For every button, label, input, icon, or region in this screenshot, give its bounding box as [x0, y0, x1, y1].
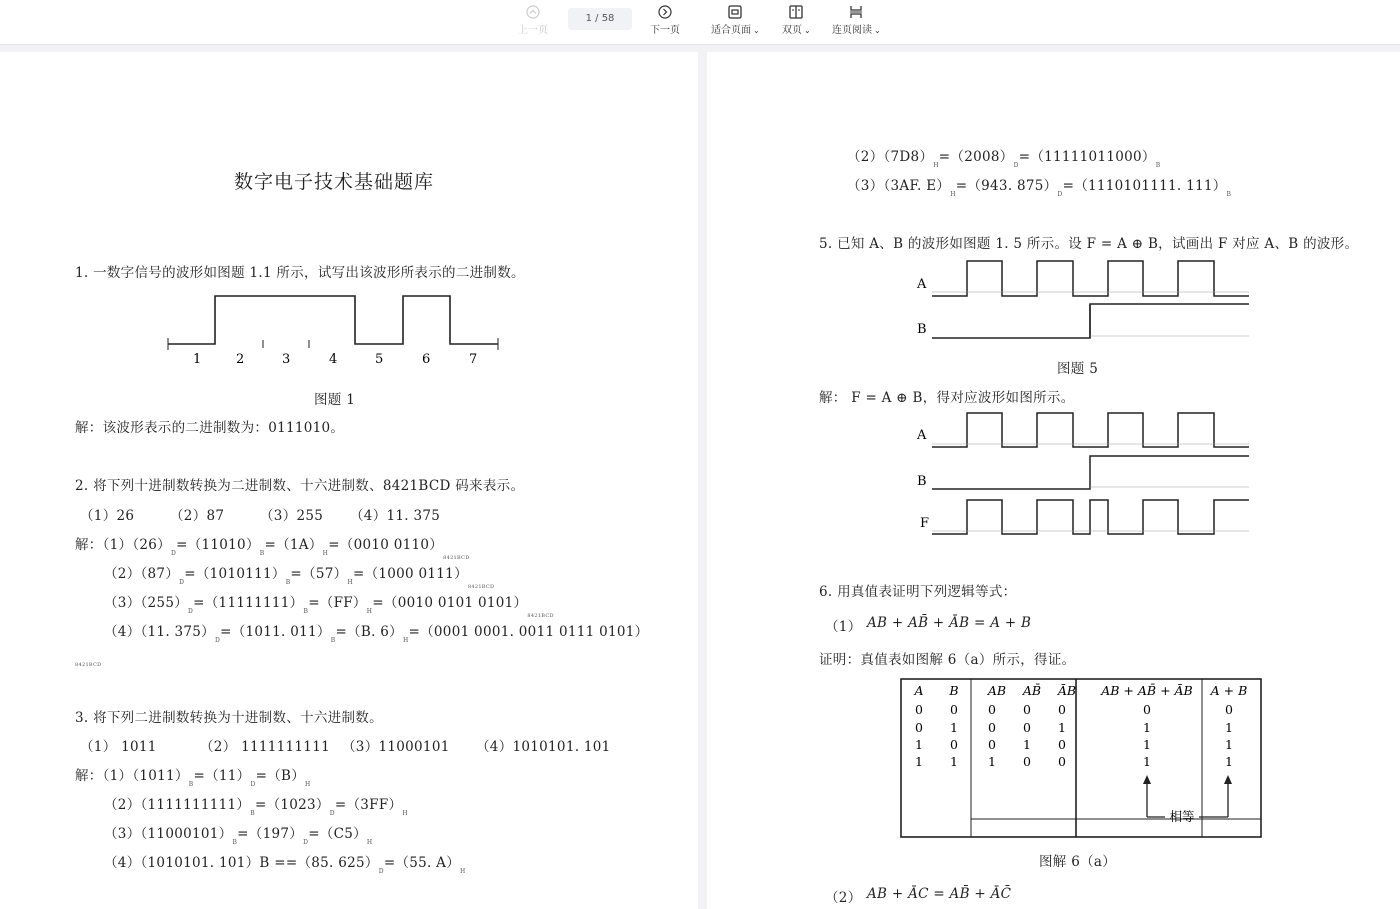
signal-label: B — [917, 474, 927, 489]
double-page-icon — [788, 4, 804, 20]
tick-label: 2 — [236, 352, 245, 367]
chevron-down-icon: ⌄ — [753, 26, 760, 35]
figure-5-caption: 图题 5 — [1057, 361, 1099, 377]
waveform-figure-5 — [907, 252, 1257, 347]
table-cell: 0 — [1225, 702, 1233, 717]
equal-label: 相等 — [1169, 809, 1195, 824]
next-page-button[interactable] — [650, 4, 680, 36]
table-cell: 0 — [950, 737, 958, 752]
next-page-label: 下一页 — [650, 25, 680, 36]
question-3: 3. 将下列二进制数转换为十进制数、十六进制数。 — [75, 710, 383, 726]
question-6: 6. 用真值表证明下列逻辑等式： — [819, 584, 1017, 600]
chevron-down-icon: ⌄ — [874, 26, 881, 35]
arrow-right-icon — [657, 4, 673, 20]
q6-equation-2: AB + ĀC = AB̄ + ĀC̄ — [867, 886, 1012, 902]
signal-label: A — [917, 428, 927, 443]
continuous-read-label: 连页阅读 — [832, 25, 872, 36]
figure-1-caption: 图题 1 — [314, 392, 356, 408]
q2-item: （3）255 — [260, 508, 324, 524]
table-cell: 0 — [915, 702, 923, 717]
page-total: / 58 — [595, 13, 615, 24]
answer-3-line-3: $(3)(11000101)_B=(197)_D=(C5)_H$ — [104, 826, 373, 846]
answer-2-line-1: 解：$(1)(26)_D=(11010)_B=(1A)_H=(0010$ $0110)_{8421BCD}$ — [75, 537, 470, 561]
q2-item: （1）26 — [80, 508, 135, 524]
table-cell: 1 — [1143, 720, 1151, 735]
table-header: A — [914, 683, 924, 698]
tick-label: 4 — [329, 352, 338, 367]
answer-3-line-2: $(2)(1111111111)_B=(1023)_D=(3FF)_H$ — [104, 797, 408, 817]
bcd-subscript: 8421BCD — [75, 662, 102, 668]
table-cell: 0 — [1058, 737, 1066, 752]
table-cell: 0 — [1023, 754, 1031, 769]
signal-label: F — [920, 516, 930, 531]
answer-2-line-3: $(3)(255)_D=(11111111)_B=(FF)_H=(0010$ 0101 $0101)_{8421BCD}$ — [104, 595, 554, 619]
answer-2-line-2: $(2)(87)_D=(1010111)_B=(57)_H=(1000$ $0111)_{8421BCD}$ — [104, 566, 495, 590]
table-cell: 1 — [915, 737, 923, 752]
question-1: 1. 一数字信号的波形如图题 1.1 所示，试写出该波形所表示的二进制数。 — [75, 265, 525, 281]
question-2: 2. 将下列十进制数转换为二进制数、十六进制数、8421BCD 码来表示。 — [75, 478, 525, 494]
table-cell: 0 — [1143, 702, 1151, 717]
chevron-down-icon: ⌄ — [804, 26, 811, 35]
answer-1: 解：该波形表示的二进制数为：0111010。 — [75, 420, 345, 436]
q6-eq2-number: （2） — [825, 890, 862, 906]
table-header: ĀB — [1057, 683, 1077, 698]
q3-item: （1） 1011 — [80, 739, 157, 755]
continuous-read-icon — [848, 4, 864, 20]
table-cell: 0 — [988, 737, 996, 752]
page-number-box[interactable] — [568, 8, 632, 30]
table-cell: 0 — [1023, 720, 1031, 735]
table-header: AB̄ — [1022, 683, 1042, 698]
answer-5: 解： F = A ⊕ B，得对应波形如图所示。 — [819, 390, 1075, 406]
q6-equation-1: AB + AB̄ + ĀB = A + B — [867, 615, 1032, 631]
proof-text: 证明：真值表如图解 6（a）所示，得证。 — [819, 652, 1076, 668]
tick-label: 1 — [193, 352, 202, 367]
table-cell: 1 — [1225, 737, 1233, 752]
tick-label: 7 — [469, 352, 478, 367]
signal-label: A — [917, 277, 927, 292]
prev-page-button[interactable] — [518, 4, 548, 36]
table-cell: 1 — [950, 720, 958, 735]
table-cell: 1 — [1058, 720, 1066, 735]
answer-4-line-2: $(2)(7D8)_H=(2008)_D=(11111011000)_B$ — [847, 149, 1161, 169]
table-cell: 1 — [915, 754, 923, 769]
waveform-figure-1 — [160, 288, 505, 368]
q3-item: （3）11000101 — [342, 739, 450, 755]
left-page — [0, 52, 698, 909]
table-cell: 0 — [1058, 754, 1066, 769]
table-cell: 0 — [1023, 702, 1031, 717]
q6-eq1-number: （1） — [825, 619, 862, 635]
table-cell: 1 — [1225, 720, 1233, 735]
page-current[interactable]: 1 — [585, 13, 592, 24]
table-cell: 1 — [1225, 754, 1233, 769]
arrow-up-icon — [525, 4, 541, 20]
waveform-answer-5 — [907, 407, 1257, 539]
table-cell: 1 — [1143, 754, 1151, 769]
table-cell: 1 — [1023, 737, 1031, 752]
table-cell: 1 — [988, 754, 996, 769]
truth-table-figure — [899, 677, 1264, 839]
q3-item: （2） 1111111111 — [200, 739, 330, 755]
fit-page-label: 适合页面 — [711, 25, 751, 36]
q3-item: （4）1010101. 101 — [476, 739, 611, 755]
table-header: B — [949, 683, 959, 698]
tick-label: 6 — [422, 352, 431, 367]
viewer-toolbar — [0, 0, 1400, 45]
table-cell: 0 — [915, 720, 923, 735]
table-header: AB — [987, 683, 1007, 698]
q2-item: （2）87 — [170, 508, 225, 524]
question-5: 5. 已知 A、B 的波形如图题 1. 5 所示。设 F = A ⊕ B，试画出 F 对应 A、B 的波形。 — [819, 236, 1359, 252]
tick-label: 3 — [282, 352, 291, 367]
fit-page-button[interactable] — [711, 4, 760, 36]
table-cell: 0 — [1058, 702, 1066, 717]
double-page-button[interactable] — [782, 4, 811, 36]
answer-3-line-1: 解：$(1)(1011)_B=(11)_D=(B)_H$ — [75, 768, 311, 788]
answer-2-line-4: （4）（11. $375)_D=(1011$. $011)_B=(B$. $6)_H=(0001$ 0001. 0011 0111 0101） — [104, 624, 649, 644]
table-cell: 0 — [988, 702, 996, 717]
answer-4-line-3: （3）（3AF. $E)_H=(943$. $875)_D=(1110101111$. $111)_B$ — [847, 178, 1232, 198]
right-page — [707, 52, 1400, 909]
continuous-read-button[interactable] — [832, 4, 881, 36]
table-caption: 图解 6（a） — [1039, 854, 1117, 870]
table-header: AB + AB̄ + ĀB — [1101, 683, 1193, 698]
document-title: 数字电子技术基础题库 — [234, 171, 435, 193]
table-cell: 0 — [950, 702, 958, 717]
answer-3-line-4: （4）（1010101. 101）B ==（85. $625)_D=(55$. $A)_H$ — [104, 855, 466, 875]
signal-label: B — [917, 322, 927, 337]
fit-page-icon — [727, 4, 743, 20]
double-page-label: 双页 — [782, 25, 802, 36]
tick-label: 5 — [375, 352, 384, 367]
table-cell: 0 — [988, 720, 996, 735]
prev-page-label: 上一页 — [518, 25, 548, 36]
table-cell: 1 — [950, 754, 958, 769]
q2-item: （4）11. 375 — [350, 508, 441, 524]
table-header: A + B — [1210, 683, 1248, 698]
table-cell: 1 — [1143, 737, 1151, 752]
